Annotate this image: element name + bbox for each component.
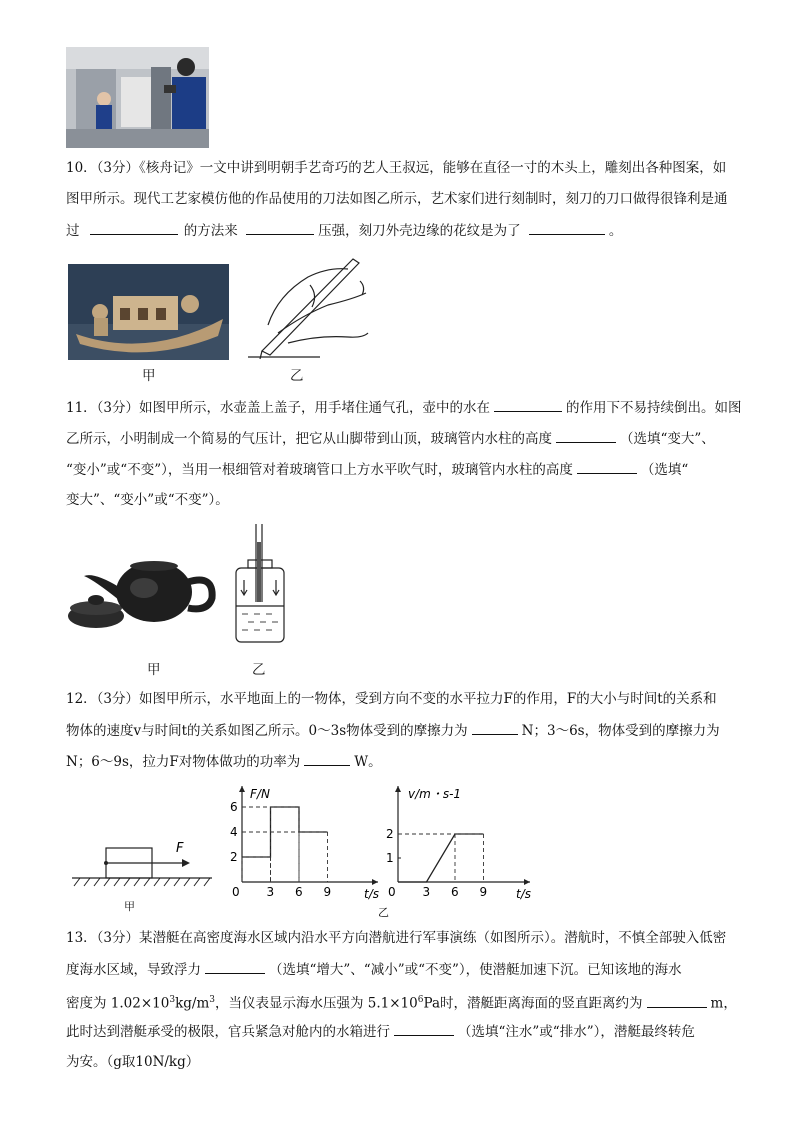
y-axis-arrow (239, 786, 245, 792)
y-tick-label: 1 (386, 851, 394, 865)
velocity-time-chart (380, 782, 550, 900)
q12-text-c: N；6～9s，拉力F对物体做功的功率为 (66, 754, 301, 770)
q12-text-b: N；3～6s，物体受到的摩擦力为 (521, 723, 720, 739)
answer-blank-10[interactable] (647, 994, 707, 1008)
answer-blank-7[interactable] (472, 721, 518, 735)
q11-line-3 (66, 460, 688, 479)
x-axis-arrow (524, 879, 530, 885)
teapot-figure (64, 552, 218, 636)
x-tick-label: 0 (388, 885, 396, 899)
answer-blank-11[interactable] (394, 1022, 454, 1036)
y-axis-arrow (395, 786, 401, 792)
x-axis-arrow (372, 879, 378, 885)
answer-blank-6[interactable] (577, 460, 637, 474)
carved-boat-photo (68, 264, 229, 360)
q12-text-d: W。 (354, 754, 382, 770)
q13-line-4 (66, 1022, 695, 1041)
q12-caption-yi: 乙 (378, 906, 389, 919)
force-time-chart (222, 782, 384, 900)
x-tick-label: 0 (232, 885, 240, 899)
y-axis-label: v/m・s-1 (408, 787, 462, 801)
answer-blank-5[interactable] (556, 429, 616, 443)
barometer-bottle-figure (234, 522, 286, 644)
answer-blank-9[interactable] (205, 960, 265, 974)
answer-blank-3[interactable] (529, 221, 605, 235)
q13-text-d: kg/m (175, 995, 210, 1012)
q12-line-1: 12．（3分）如图甲所示，水平地面上的一物体，受到方向不变的水平拉力F的作用，F的大小与时间t的关系和 (66, 691, 717, 707)
x-axis-label: t/s (516, 887, 531, 900)
q13-text-i: （选填“注水”或“排水”），潜艇最终转危 (458, 1024, 695, 1040)
q13-text-c: 密度为 1.02×10 (66, 995, 170, 1012)
y-tick-label: 2 (230, 850, 238, 864)
q10-caption-jia: 甲 (142, 368, 156, 384)
answer-blank-8[interactable] (304, 752, 350, 766)
q11-caption-yi: 乙 (252, 662, 266, 678)
y-tick-label: 2 (386, 827, 394, 841)
space-station-photo (66, 47, 209, 148)
force-arrow-head (182, 859, 190, 867)
answer-blank-4[interactable] (494, 398, 562, 412)
q13-line-1: 13．（3分）某潜艇在高密度海水区域内沿水平方向潜航进行军事演练（如图所示）。潜航时，不慎全部驶入低密 (66, 930, 727, 946)
q11-line-4: 变大”、“变小”或“不变”）。 (66, 492, 229, 508)
q10-text-b: 的方法来 (183, 223, 238, 239)
x-tick-label: 3 (266, 885, 275, 899)
q12-line-3 (66, 752, 382, 771)
answer-blank-2[interactable] (246, 221, 314, 235)
q13-text-g: m， (710, 995, 737, 1012)
q10-line-2: 图甲所示。现代工艺家模仿他的作品使用的刀法如图乙所示，艺术家们进行刻制时，刻刀的刀口做得很锋利是通 (66, 191, 728, 207)
x-tick-label: 6 (295, 885, 303, 899)
q10-text-c: 压强，刻刀外壳边缘的花纹是为了 (318, 223, 521, 239)
x-tick-label: 9 (479, 885, 488, 899)
q11-caption-jia: 甲 (147, 662, 161, 678)
y-tick-label: 4 (230, 825, 238, 839)
q11-text-b: 的作用下不易持续倒出。如图 (566, 400, 742, 416)
q13-text-b: （选填“增大”、“减小”或“不变”），使潜艇加速下沉。已知该地的海水 (269, 962, 682, 978)
q10-text-a: 过 (66, 223, 80, 239)
q13-line-3 (66, 991, 737, 1013)
x-tick-label: 6 (451, 885, 459, 899)
q11-text-e: “变小”或“不变”），当用一根细管对着玻璃管口上方水平吹气时，玻璃管内水柱的高度 (66, 462, 573, 478)
carving-hand-figure (248, 255, 373, 361)
data-series-line (398, 834, 484, 882)
q11-text-a: 11．（3分）如图甲所示，水壶盖上盖子，用手堵住通气孔，壶中的水在 (66, 400, 491, 416)
q13-line-2 (66, 960, 682, 979)
q11-line-2 (66, 429, 715, 448)
q13-text-h: 此时达到潜艇承受的极限，官兵紧急对舱内的水箱进行 (66, 1024, 390, 1040)
q13-sup-1: 3 (169, 995, 176, 1005)
q10-caption-yi: 乙 (290, 368, 304, 384)
q13-sup-3: 6 (417, 995, 424, 1005)
q13-sup-2: 3 (209, 995, 215, 1005)
answer-blank-1[interactable] (90, 221, 178, 235)
q13-text-f: Pa时，潜艇距离海面的竖直距离约为 (423, 995, 643, 1012)
block-force-figure (70, 832, 216, 892)
q10-text-d: 。 (608, 223, 623, 239)
q11-text-d: （选填“变大”、 (620, 431, 715, 447)
q13-text-e: ，当仪表显示海水压强为 5.1×10 (214, 995, 418, 1012)
q12-caption-jia: 甲 (124, 900, 135, 913)
q13-line-5: 为安。（g取10N/kg） (66, 1054, 200, 1070)
force-label: F (176, 841, 184, 856)
q11-text-f: （选填“ (640, 462, 689, 478)
q12-line-2 (66, 721, 720, 740)
q10-line-1: 10．（3分）《核舟记》一文中讲到明朝手艺奇巧的艺人王叔远，能够在直径一寸的木头上，雕刻出各种图案，如 (66, 160, 727, 176)
x-tick-label: 3 (422, 885, 431, 899)
y-tick-label: 6 (230, 800, 238, 814)
q10-line-3 (66, 221, 622, 240)
x-tick-label: 9 (323, 885, 332, 899)
q12-text-a: 物体的速度v与时间t的关系如图乙所示。0～3s物体受到的摩擦力为 (66, 723, 468, 739)
q11-text-c: 乙所示，小明制成一个简易的气压计，把它从山脚带到山顶，玻璃管内水柱的高度 (66, 431, 552, 447)
q13-text-a: 度海水区域，导致浮力 (66, 962, 201, 978)
q11-line-1 (66, 398, 742, 417)
x-axis-label: t/s (364, 887, 379, 900)
ground-hatch (74, 878, 210, 886)
y-axis-label: F/N (250, 787, 270, 801)
